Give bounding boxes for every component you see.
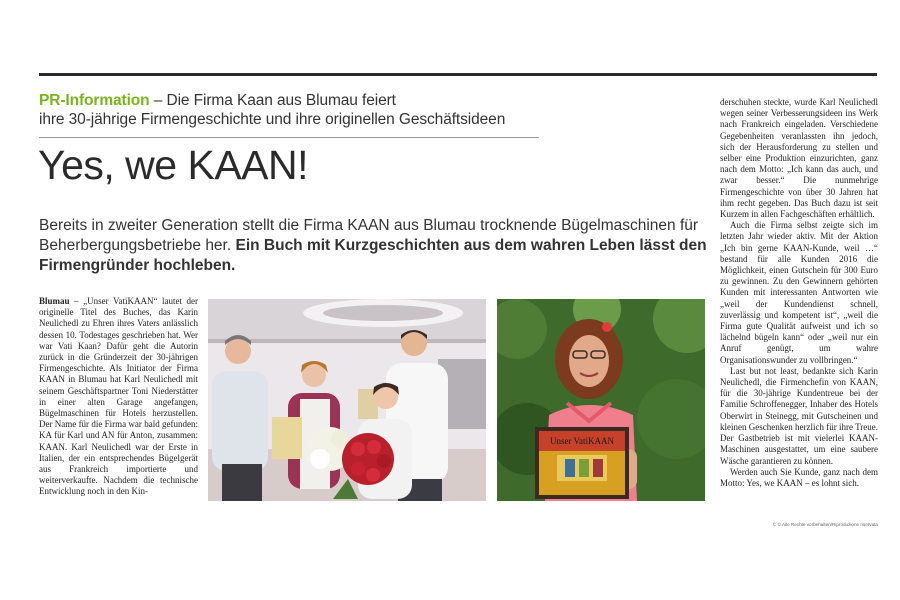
column-3 [720, 97, 878, 489]
column-3-paragraph-1: derschuhen steckte, wurde Karl Neulichedl wegen seiner Verbesserungsideen ins Werk nach Frankreich eingeladen. Verschiedene Gegebenheiten veranlassten ihn jedoch, sich der Herausforderung zu stellen und selber eine Produktion einzurichten, ganz nach dem Motto: „Ich kann das auch, und zwar besser.“ Die nunmehrige Firmengeschichte von über 30 Jahren hat ihm recht gegeben. Das Buch dazu ist seit Kurzem in allen Fachgeschäften erhältlich. [720, 97, 878, 220]
photo-woman-with-book [497, 299, 705, 501]
column-3-paragraph-4: Werden auch Sie Kunde, ganz nach dem Motto: Yes, we KAAN – es lohnt sich. [720, 466, 878, 488]
column-1-text: – „Unser VatiKAAN“ lautet der originelle Titel des Buches, das Karin Neulichedl zu Ehren ihres Vaters anlässlich dessen 10. Todestages geschrieben hat. Wer war Vati Kaan? Dafür geht die Autorin zurück in die Gründerzeit der 30-jährigen Firmengeschichte. Als Initiator der Firma KAAN in Blumau hat Karl Neulichedl mit seinem Geschäftspartner Toni Niederstätter in einer alten Garage angefangen, Bügelmaschinen für Hotels herzustellen. Der Name für die Firma war bald gefunden: KA für Karl und AN für Anton, zusammen: KAAN. Karl Neulichedl war der Erste in Italien, der ein entsprechendes Bügelgerät aus Frankreich importierte und weiterverkaufte. Nachdem die technische Entwicklung noch in den Kin- [39, 296, 198, 497]
kicker [39, 91, 539, 129]
lead-plain: Bereits in zweiter Generation stellt die Firma KAAN aus Blumau trocknende Bügelmaschinen für Beherbergungsbetriebe her. [39, 217, 699, 254]
dateline: Blumau [39, 296, 70, 306]
top-rule [39, 73, 877, 76]
column-1 [39, 296, 198, 498]
column-3-paragraph-2: Auch die Firma selbst zeigte sich im letzten Jahr wieder aktiv. Mit der Aktion „Ich bin gerne KAAN-Kunde, weil …“ bestand für alle Kunden 2016 die Möglichkeit, einen Gutschein für 300 Euro zu gewinnen. Zu den Gewinnern gehörten Kunden mit interessanten Antworten wie „weil der Kundendienst schnell, zuverlässig und kompetent ist“, „weil die Firma gute Qualität aufweist und ich so lächelnd bügeln kann“ oder „weil nur ein Anruf genügt, um wahre Organisationswunder zu vollbringen.“ [720, 220, 878, 365]
headline: Yes, we KAAN! [38, 142, 309, 188]
copyright-notice: © © Alle Rechte vorbehalten/Riproduzione riservata [772, 522, 878, 527]
column-3-paragraph-3: Last but not least, bedankte sich Karin Neulichedl, die Firmenchefin von KAAN, für die 30-jährige Kundentreue bei der Familie Schroffenegger, Inhaber des Hotels Oberwirt in Steinegg, mit Gutscheinen und kleinen Geschenken herzlich für ihre Treue. Der Gastbetrieb ist mit vielerlei KAAN-Maschinen ausgestattet, um eine saubere Wäsche garantieren zu können. [720, 365, 878, 466]
pr-label: PR-Information [39, 92, 150, 109]
book-title: Unser VatiKAAN [549, 436, 615, 446]
lead-paragraph [39, 216, 709, 276]
kicker-rule [39, 137, 539, 138]
lead-bold: Ein Buch mit Kurzgeschichten aus dem wahren Leben lässt den Firmengründer hochleben. [39, 237, 707, 274]
photo-woman-with-book-image [497, 299, 705, 501]
kicker-line1: – Die Firma Kaan aus Blumau feiert [149, 92, 396, 109]
kicker-line2: ihre 30-jährige Firmengeschichte und ihre originellen Geschäftsideen [39, 111, 506, 128]
photo-group-flowers [208, 299, 486, 501]
photo-group-flowers-image [208, 299, 486, 501]
